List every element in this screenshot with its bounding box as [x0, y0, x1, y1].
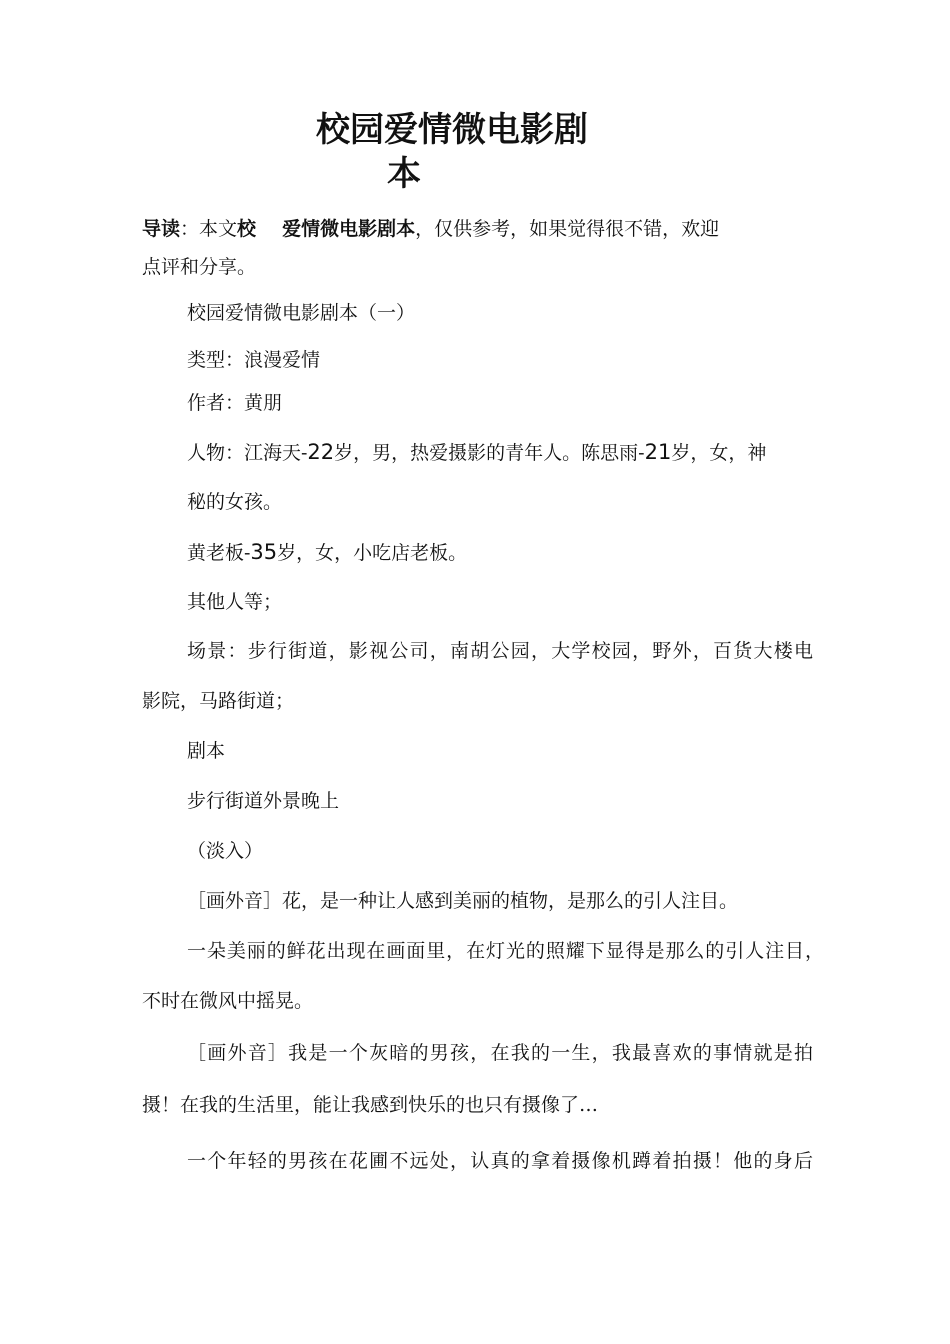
age-value: 22: [307, 440, 335, 464]
characters-text-1: 人物：江海天-: [187, 442, 308, 464]
voiceover-line: ［画外音］花，是一种让人感到美丽的植物，是那么的引人注目。: [187, 890, 739, 912]
characters-line-2: 秘的女孩。: [187, 491, 283, 513]
action-line: 一朵美丽的鲜花出现在画面里，在灯光的照耀下显得是那么的引人注目，: [187, 940, 824, 962]
action-line-3: 一个年轻的男孩在花圃不远处，认真的拿着摄像机蹲着拍摄！他的身后: [187, 1150, 813, 1172]
boss-text-1: 黄老板-: [187, 542, 251, 564]
voiceover-line-2b: 摄！在我的生活里，能让我感到快乐的也只有摄像了…: [142, 1094, 599, 1116]
age-value: 21: [644, 440, 672, 464]
intro-prefix: 本文: [199, 218, 238, 240]
characters-line: [187, 439, 766, 466]
voiceover-line-2: ［画外音］我是一个灰暗的男孩，在我的一生，我最喜欢的事情就是拍: [187, 1042, 813, 1064]
scenes-line-2: 影院，马路街道；: [142, 690, 295, 712]
intro-colon: ：: [180, 218, 200, 240]
characters-text-3: 岁，女，神: [671, 442, 767, 464]
intro-line: [142, 216, 719, 242]
characters-text-2: 岁，男，热爱摄影的青年人。陈思雨-: [334, 442, 645, 464]
intro-bold-title-b: 爱情微电影剧本: [282, 218, 416, 240]
intro-suffix: ，仅供参考，如果觉得很不错，欢迎: [415, 218, 720, 240]
page-title: 校园爱情微电影剧: [316, 110, 588, 150]
age-value: 35: [250, 540, 278, 564]
action-line-2: 不时在微风中摇晃。: [142, 990, 314, 1012]
scenes-line: 场景：步行街道，影视公司，南胡公园，大学校园，野外，百货大楼电: [187, 640, 813, 662]
boss-text-2: 岁，女，小吃店老板。: [277, 542, 468, 564]
intro-bold-title-a: 校: [237, 218, 257, 240]
intro-label: 导读: [142, 218, 181, 240]
boss-line: [187, 539, 467, 566]
genre-line: 类型：浪漫爱情: [187, 349, 321, 371]
section-heading: 校园爱情微电影剧本（一）: [187, 302, 416, 324]
script-label: 剧本: [187, 740, 226, 762]
page-title-continued: 本: [387, 154, 421, 194]
intro-line-2: 点评和分享。: [142, 256, 257, 278]
scene-heading: 步行街道外景晚上: [187, 790, 340, 812]
fade-in-direction: （淡入）: [187, 840, 264, 862]
others-line: 其他人等；: [187, 591, 283, 613]
author-line: 作者：黄朋: [187, 392, 283, 414]
